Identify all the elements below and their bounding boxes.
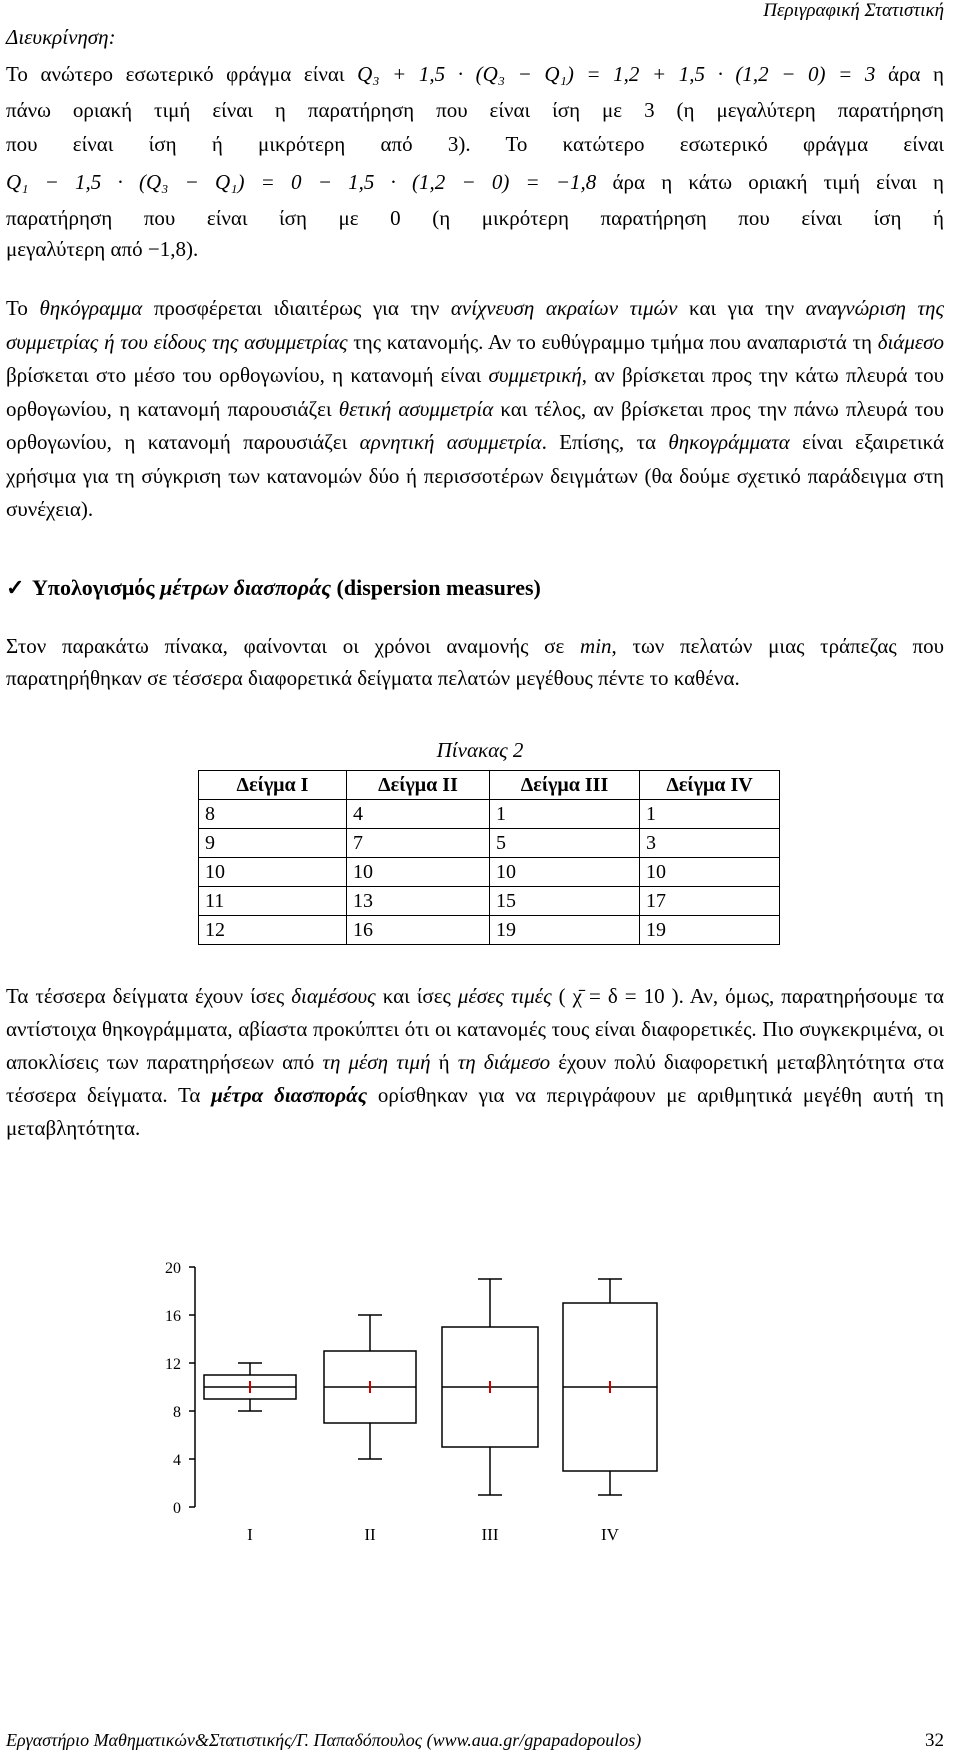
- term-positive-skew: θετική ασυμμετρία: [338, 396, 494, 421]
- table-caption: Πίνακας 2: [436, 738, 524, 762]
- boxplot-chart: [150, 1255, 770, 1555]
- table-cell: 15: [490, 887, 640, 916]
- term-medians: διαμέσους: [291, 984, 376, 1008]
- para-text: , αν βρίσκεται προς την κάτω πλευρά του ορθογωνίου, η κατανομή παρουσιάζει: [6, 363, 944, 421]
- para-text: της κατανομής. Αν το ευθύγραμμο τμήμα που αναπαριστά τη: [347, 329, 878, 354]
- clarification-line-4: [6, 162, 944, 202]
- running-header: Περιγραφική Στατιστική: [763, 0, 944, 21]
- para-text: βρίσκεται στο μέσο του ορθογωνίου, η κατανομή είναι: [6, 363, 489, 387]
- clarification-text: άρα η: [875, 62, 944, 86]
- para-text: ή: [430, 1050, 458, 1074]
- x-category-label: I: [247, 1525, 253, 1544]
- table-cell: 3: [640, 829, 780, 858]
- para-text: ορίσθηκαν για να περιγράφουν με αριθμητικά μεγέθη αυτή τη μεταβλητότητα.: [6, 1083, 944, 1140]
- table-header-cell: Δείγμα I: [199, 771, 347, 800]
- page-number: 32: [925, 1730, 944, 1751]
- term-mean: τη μέση τιμή: [322, 1050, 431, 1074]
- table-row: [199, 829, 780, 858]
- para-text: έχουν πολύ διαφορετική μεταβλητότητα στα τέσσερα δείγματα. Τα: [6, 1050, 944, 1107]
- clarification-line-6: μεγαλύτερη από −1,8).: [6, 237, 199, 261]
- table-cell: 7: [347, 829, 490, 858]
- table-cell: 11: [199, 887, 347, 916]
- para-text: , των πελατών μιας τράπεζας που παρατηρήθηκαν σε τέσσερα διαφορετικά δείγματα πελατών μεγέθους πέντε το καθένα.: [6, 634, 944, 690]
- term-negative-skew: αρνητική ασυμμετρία: [359, 430, 542, 454]
- table-cell: 12: [199, 916, 347, 945]
- x-category-label: III: [481, 1525, 499, 1544]
- term-median: διάμεσο: [877, 329, 944, 354]
- term-median: τη διάμεσο: [457, 1050, 551, 1074]
- table-cell: 10: [490, 858, 640, 887]
- intro-paragraph: [6, 630, 944, 694]
- table-cell: 10: [347, 858, 490, 887]
- table-cell: 19: [640, 916, 780, 945]
- term-boxplot: θηκόγραμμα: [39, 296, 143, 320]
- table-cell: 10: [199, 858, 347, 887]
- clarification-text: άρα η κάτω οριακή τιμή είναι η: [596, 170, 944, 194]
- table-header-cell: Δείγμα IV: [640, 771, 780, 800]
- section-heading-term: μέτρων διασποράς: [160, 575, 332, 600]
- table-cell: 8: [199, 800, 347, 829]
- para-text: ( χ̄ = δ = 10 ). Αν, όμως, παρατηρήσουμε τα αντίστοιχα θηκογράμματα, αβίαστα προκύπτει ότι οι κατανομές τους είναι διαφορετικές. Πιο συγκεκριμένα, οι αποκλίσεις των παρατηρήσεων από: [6, 984, 945, 1074]
- table-cell: 19: [490, 916, 640, 945]
- para-text: Στον παρακάτω πίνακα, φαίνονται οι χρόνοι αναμονής σε: [6, 634, 581, 658]
- table-cell: 4: [347, 800, 490, 829]
- section-heading-text: Υπολογισμός: [32, 575, 161, 600]
- table-cell: 10: [640, 858, 780, 887]
- y-tick-label: 20: [165, 1260, 181, 1277]
- para-text: είναι εξαιρετικά χρήσιμα για τη σύγκριση των κατανομών δύο ή περισσοτέρων δειγμάτων (θα δούμε σχετικό παράδειγμα στη συνέχεια).: [6, 430, 944, 521]
- table-cell: 9: [199, 829, 347, 858]
- term-boxplots: θηκογράμματα: [668, 430, 790, 454]
- page-footer: [6, 1730, 944, 1751]
- clarification-line-5: παρατήρηση που είναι ίση με 0 (η μικρότερη παρατήρηση που είναι ίση ή: [6, 206, 944, 230]
- x-category-label: IV: [601, 1525, 619, 1544]
- table-cell: 5: [490, 829, 640, 858]
- term-symmetry: αναγνώριση της συμμετρίας ή του είδους της ασυμμετρίας: [6, 296, 944, 354]
- para-text: προσφέρεται ιδιαιτέρως για την: [142, 296, 451, 320]
- x-category-label: II: [364, 1525, 376, 1544]
- para-text: Το: [6, 296, 40, 320]
- term-outliers: ανίχνευση ακραίων τιμών: [450, 296, 678, 320]
- para-text: . Επίσης, τα: [541, 430, 669, 454]
- footer-text: Εργαστήριο Μαθηματικών&Στατιστικής/Γ. Παπαδόπουλος (www.aua.gr/gpapadopoulos): [6, 1730, 642, 1750]
- lower-fence-formula: Q₁ − 1,5 · (Q₃ − Q₁) = 0 − 1,5 · (1,2 − 0) = −1,8: [6, 170, 597, 194]
- table-cell: 13: [347, 887, 490, 916]
- section-heading: [6, 575, 541, 601]
- table-cell: 1: [490, 800, 640, 829]
- clarification-line-3: που είναι ίση ή μικρότερη από 3). Το κατώτερο εσωτερικό φράγμα είναι: [6, 132, 944, 156]
- section-heading-text: (dispersion measures): [331, 575, 541, 600]
- table-header-cell: Δείγμα III: [490, 771, 640, 800]
- term-symmetric: συμμετρική: [488, 363, 582, 387]
- para-text: και για την: [677, 296, 795, 320]
- y-tick-label: 8: [173, 1404, 181, 1421]
- boxplot-paragraph: [6, 292, 944, 527]
- table-cell: 1: [640, 800, 780, 829]
- y-tick-label: 4: [173, 1452, 181, 1469]
- y-tick-label: 0: [173, 1500, 181, 1517]
- table-header-cell: Δείγμα II: [347, 771, 490, 800]
- clarification-line-1: [6, 54, 944, 94]
- table-cell: 16: [347, 916, 490, 945]
- table-row: [199, 916, 780, 945]
- unit-min: min: [580, 634, 612, 658]
- para-text: και ίσες: [375, 984, 458, 1008]
- summary-paragraph: [6, 980, 944, 1145]
- y-tick-label: 12: [165, 1356, 181, 1373]
- table-cell: 17: [640, 887, 780, 916]
- clarification-line-2: πάνω οριακή τιμή είναι η παρατήρηση που είναι ίση με 3 (η μεγαλύτερη παρατήρηση: [6, 98, 944, 122]
- clarification-block: [6, 22, 944, 266]
- clarification-text: Το ανώτερο εσωτερικό φράγμα είναι: [6, 62, 358, 86]
- table-row: [199, 887, 780, 916]
- table-row: [199, 800, 780, 829]
- upper-fence-formula: Q₃ + 1,5 · (Q₃ − Q₁) = 1,2 + 1,5 · (1,2 − 0) = 3: [357, 62, 876, 86]
- para-text: Τα τέσσερα δείγματα έχουν ίσες: [6, 984, 292, 1008]
- y-tick-label: 16: [165, 1308, 181, 1325]
- table-row: [199, 858, 780, 887]
- table-header-row: [199, 771, 780, 800]
- para-text: και τέλος, αν βρίσκεται προς την πάνω πλευρά του ορθογωνίου, η κατανομή παρουσιάζει: [6, 396, 944, 454]
- waiting-times-table: [198, 770, 780, 945]
- checkmark-icon: ✓: [6, 575, 25, 600]
- clarification-label: Διευκρίνηση:: [6, 25, 116, 49]
- term-means: μέσες τιμές: [457, 984, 552, 1008]
- term-dispersion-measures: μέτρα διασποράς: [211, 1083, 368, 1107]
